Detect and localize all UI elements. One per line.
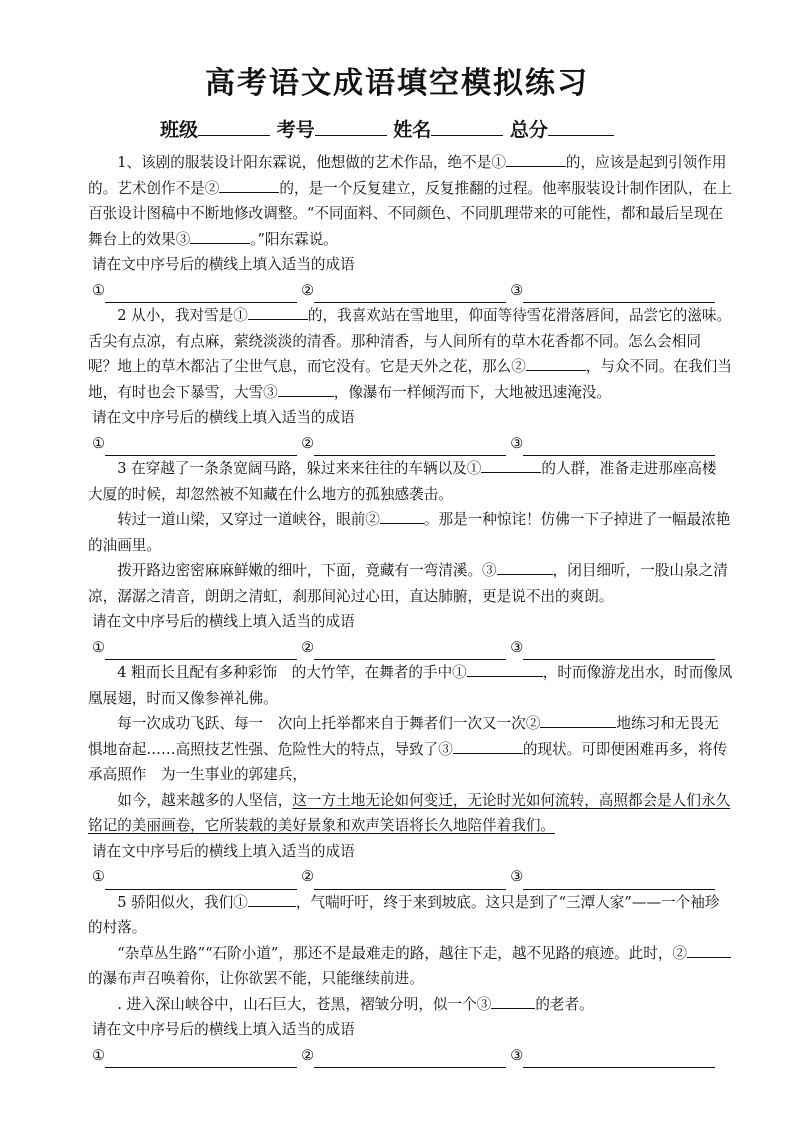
q1-text: 在上百张设计图稿中不断地修改调整。“不同面料、不同颜色、不同肌理带来的可能性，都和最 [88,179,732,222]
q2-text: ，像瀑布一样倾泻而下，大地被迅速淹没。 [333,383,612,401]
answer-line[interactable] [314,285,506,303]
question-3-paragraph [88,558,733,609]
q3-text: 转过一道山梁，又穿过一道峡谷，眼前② [117,511,380,528]
q2-text: 2 从小，我对雪是① [117,307,248,324]
class-label: 班级 [160,119,199,141]
class-blank[interactable] [198,117,270,136]
q2-text: ，与众不 [585,358,645,375]
answer-mark: ③ [510,281,524,299]
blank-1[interactable] [248,305,308,320]
q5-text: “杂草丛生路”“石阶小道”，那还不是最难走的路，越往下走，越不见路的痕迹。此时，② [117,944,688,962]
q1-text: 。”阳东霖说。 [250,230,338,248]
blank-2[interactable] [380,509,424,524]
answer-prompt: 请在文中序号后的横线上填入适当的成语 [92,409,355,426]
question-5-paragraph [88,941,733,992]
blank-1[interactable] [248,892,296,907]
answer-line[interactable] [523,285,715,303]
question-4-paragraph [88,711,733,788]
answer-mark: ② [301,868,315,885]
blank-1[interactable] [467,662,543,677]
answer-mark: ③ [510,868,524,885]
q4-text: 像凤凰展翅，时而又像参禅礼佛。 [88,664,733,707]
q5-text: 5 骄阳似火，我们① [117,893,248,911]
answer-mark: ① [92,434,106,452]
answer-line[interactable] [523,438,715,456]
q3-text: 拨开路边密密麻麻鲜嫩的细叶，下面，竟藏有一弯清溪。③ [117,562,497,579]
exam-number-blank[interactable] [315,117,387,136]
answer-line[interactable] [105,1050,297,1068]
answer-line[interactable] [105,285,297,303]
answer-mark: ② [301,1046,315,1064]
answer-row-5 [88,1043,733,1069]
answer-line[interactable] [314,642,506,660]
blank-2[interactable] [526,356,586,371]
q1-text: 的，是一个反复建立，反复推翻的过程。他率服装设计制作团队， [279,179,703,197]
q3-text: 之清凉，潺潺之清音，朗朗之清虹，刹那间沁过心田，直达肺腑，更是说不出的爽朗。 [88,562,728,605]
answer-mark: ③ [510,1046,524,1064]
q5-text: . 进入深山峡谷中，山石巨大，苍黑，褶皱分明，似一个③ [117,995,492,1013]
question-3-paragraph [88,456,733,507]
page-title: 高考语文成语填空模拟练习 [205,66,589,101]
q2-text: 味。 舌尖有点凉，有点麻，萦绕淡淡的清香。那种清香，与人间所有的草木花香都不同。怎么 [88,307,739,350]
q5-text: 袖珍的村落。 [88,893,720,936]
question-3-paragraph [88,507,733,558]
question-2-paragraph [88,303,739,405]
q2-text: 会相同 呢？地上的草木都沾了尘世气息，而它没有。它是天外之花，那么② [88,332,716,375]
q4-text: 的现状。可即便困难再多， [522,740,698,758]
question-1-paragraph [88,150,733,252]
q4-text: 地练习和无畏 [616,715,704,732]
q4-text: 将传承高照作 为一生事业的郭建兵， [88,740,728,783]
questions-body [88,150,739,1068]
answer-line[interactable] [523,1050,715,1068]
score-label: 总分 [509,119,548,141]
q4-text: 每一次成功飞跃、每一 次向上托举都来自于舞者们一次又一次② [117,715,541,732]
q3-text: 的人群，准备走进那座高 [541,460,702,477]
q5-text: 的老者。 [535,995,594,1013]
answer-row-4 [88,864,733,890]
blank-3[interactable] [497,560,553,575]
q1-text: 后呈现在舞台上的效果③ [88,205,724,248]
answer-mark: ③ [510,638,524,656]
blank-3[interactable] [278,382,334,397]
question-4-paragraph [88,788,733,839]
answer-prompt: 请在文中序号后的横线上填入适当的成语 [92,1021,355,1038]
q4-text: 无惧地奋起……高照技艺性强、危险性大的特点，导致了③ [88,715,719,758]
q3-text: 最浓艳的油画里。 [88,511,731,554]
q2-text: 的，我喜欢站在雪地里，仰面等待雪花滑落唇间，品尝它的滋 [307,307,702,324]
answer-line[interactable] [314,872,506,890]
q1-text: 的，应该是起到引领作 [565,154,712,171]
q4-text: 4 粗而长且配有多种彩饰 的大竹竿，在舞者的手中① [117,664,467,681]
answer-mark: ① [92,1046,106,1064]
q3-text: 楼 大厦的时候，却忽然被不知藏在什么地方的孤独感袭击。 [88,460,732,503]
answer-row-3 [88,635,733,661]
question-5-paragraph [88,890,733,941]
answer-line[interactable] [314,438,506,456]
score-blank[interactable] [548,117,614,136]
underlined-sentence: 这一方土地无论如何变迁，无论时光如何流转，高照都会是人们 [292,791,701,809]
answer-mark: ② [301,281,315,299]
answer-line[interactable] [314,1050,506,1068]
blank-1[interactable] [481,458,541,473]
name-blank[interactable] [431,117,503,136]
answer-mark: ① [92,638,106,656]
q3-text: 3 在穿越了一条条宽阔马路，躲过来来往往的车辆以及① [117,460,482,477]
q2-text: 同。在我们当地，有时也会下暴雪，大雪③ [88,358,732,401]
answer-line[interactable] [105,438,297,456]
exam-number-label: 考号 [276,119,315,141]
q1-text: 1、该剧的服装设计阳东霖说，他想做的艺术作品，绝不是① [117,154,506,171]
q1-text: 用的。艺术创作不是② [88,154,727,197]
answer-mark: ① [92,868,106,885]
answer-line[interactable] [523,872,715,890]
q3-text: ，闭目细听，一股山泉 [552,562,699,579]
q5-text: ，气喘吁吁，终于来到坡底。这只是到了“三潭人家”——一个 [295,893,691,911]
answer-mark: ③ [510,434,524,452]
answer-row-1 [88,278,733,304]
blank-3[interactable] [190,229,250,244]
q3-text: 。那是一种惊诧！仿佛一下子掉进了一幅 [423,511,687,528]
blank-2[interactable] [540,713,616,728]
answer-mark: ② [301,434,315,452]
answer-line[interactable] [105,642,297,660]
blank-2[interactable] [219,178,279,193]
student-info-line [160,115,660,142]
blank-2[interactable] [687,943,731,958]
name-label: 姓名 [393,119,432,141]
q5-text: 的瀑布声召唤着你，让你欲罢不能，只能继续前进。 [88,970,424,987]
underlined-sentence: 永久铭记的美丽画卷，它所装载的美好景象和欢声笑语将长久地陪伴着我们。 [88,791,731,834]
answer-prompt: 请在文中序号后的横线上填入适当的成语 [92,256,355,273]
answer-mark: ② [301,638,315,656]
answer-prompt: 请在文中序号后的横线上填入适当的成语 [92,842,355,860]
answer-mark: ① [92,281,106,299]
blank-3[interactable] [453,739,523,754]
question-5-paragraph [88,992,733,1018]
blank-3[interactable] [491,994,535,1009]
q4-text: ，时而像游龙出水，时而 [542,664,704,681]
answer-line[interactable] [523,642,715,660]
answer-prompt: 请在文中序号后的横线上填入适当的成语 [92,613,355,630]
blank-1[interactable] [506,152,566,167]
question-4-paragraph [88,660,733,711]
answer-line[interactable] [105,872,297,890]
q4-text: 如今，越来越多的人坚信， [117,791,293,809]
answer-row-2 [88,431,733,457]
